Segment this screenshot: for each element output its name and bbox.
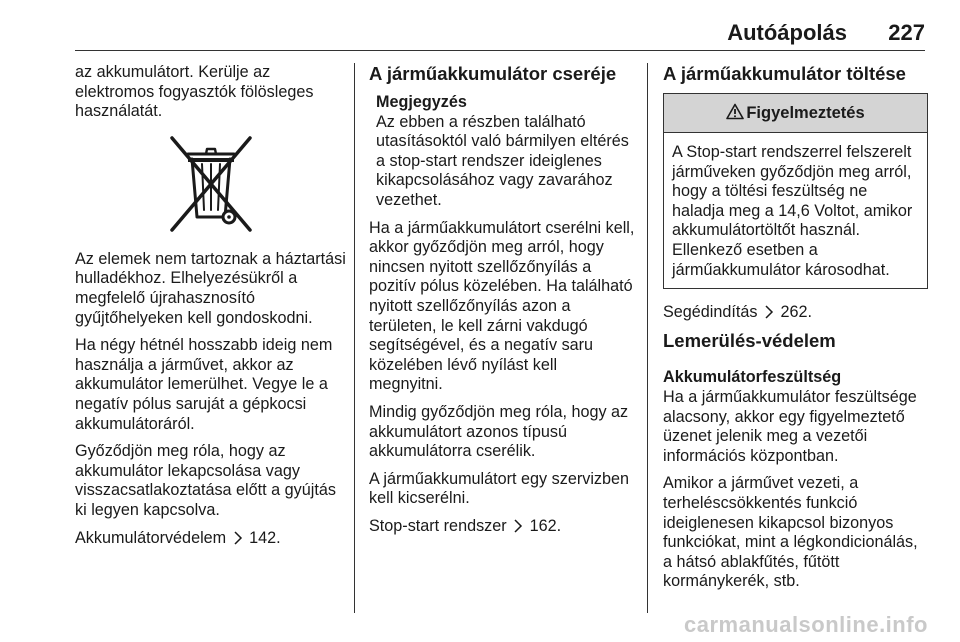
cross-reference-page: 262.	[780, 303, 813, 322]
page-header	[75, 0, 925, 51]
cross-reference[interactable]	[663, 303, 928, 323]
cross-reference-label: Akkumulátorvédelem	[75, 528, 227, 547]
warning-text: A Stop-start rendszerrel felszerelt járműveken győződjön meg arról, hogy a töltési feszültség ne haladja meg a 14,6 Voltot, amikor akkumulátortöltőt használ.	[672, 143, 913, 240]
paragraph: Ha a járműakkumulátort cserélni kell, akkor győződjön meg arról, hogy nincsen nyitott szellőzőnyílás a pozitív pólus közelében. Ha található nyitott szellőzőnyílás azon a területen, le kell zárni vakdugó segítségével, és a negatív saru közelében lévő nyílást kell megnyitni.	[369, 218, 635, 394]
watermark: carmanualsonline.info	[684, 612, 928, 637]
sub-heading: Akkumulátorfeszültség	[663, 368, 842, 387]
page-reference-icon	[513, 519, 523, 533]
note-title: Megjegyzés	[376, 93, 467, 111]
cross-reference-page: 162.	[529, 516, 562, 535]
header-title: Autóápolás	[727, 20, 847, 45]
note-text: Az ebben a részben található utasításoktól való bármilyen eltérés a stop-start rendszer ideiglenes kikapcsolásához vagy zavarához vezethet.	[376, 112, 629, 209]
paragraph: Győződjön meg róla, hogy az akkumulátor lekapcsolása vagy visszacsatlakoztatása előtt a gyújtás ki legyen kapcsolva.	[75, 442, 336, 519]
crossed-out-bin-icon	[166, 132, 256, 236]
paragraph: az akkumulátort. Kerülje az elektromos fogyasztók fölösleges használatát.	[75, 63, 314, 121]
warning-box	[663, 93, 928, 289]
paragraph: Ha a járműakkumulátor feszültsége alacsony, akkor egy figyelmeztető üzenet jelenik meg a vezetői információs központban.	[663, 387, 917, 465]
cross-reference-page: 142.	[249, 528, 281, 547]
cross-reference-label: Segédindítás	[663, 303, 758, 322]
paragraph: A járműakkumulátort egy szervizben kell kicserélni.	[369, 469, 630, 508]
cross-reference[interactable]	[75, 529, 347, 549]
column-3	[663, 63, 928, 600]
warning-text: Ellenkező esetben a járműakkumulátor károsodhat.	[672, 240, 890, 279]
section-heading: Lemerülés-védelem	[663, 329, 836, 351]
warning-triangle-icon	[726, 103, 744, 120]
column-divider	[647, 63, 648, 613]
column-1	[75, 63, 347, 556]
warning-body	[664, 133, 927, 288]
section-heading: A járműakkumulátor cseréje	[369, 63, 617, 84]
column-2	[369, 63, 635, 544]
paragraph: Amikor a járművet vezeti, a terheléscsökkentés funkció ideiglenesen kikapcsol bizonyos funkciókat, mint a légkondicionálás, a hátsó ablakfűtés, fűtött kormánykerék, stb.	[663, 474, 918, 591]
cross-reference-label: Stop-start rendszer	[369, 516, 507, 535]
warning-header	[664, 94, 927, 133]
note-block	[369, 93, 635, 211]
paragraph: Az elemek nem tartoznak a háztartási hulladékhoz. Elhelyezésükről a megfelelő újrahasznosító gyűjtőhelyeken kell gondoskodni.	[75, 249, 346, 327]
column-divider	[354, 63, 355, 613]
page-reference-icon	[764, 305, 774, 319]
paragraph: Ha négy hétnél hosszabb ideig nem használja a járművet, akkor az akkumulátor lemerülhet. Vegye le a negatív pólus saruját a gépkocsi akkumulátoráról.	[75, 336, 333, 433]
page-number: 227	[888, 20, 925, 45]
cross-reference[interactable]	[369, 517, 635, 537]
paragraph: Mindig győződjön meg róla, hogy az akkumulátort azonos típusú akkumulátorra cserélik.	[369, 402, 629, 461]
page-reference-icon	[233, 531, 243, 545]
warning-title: Figyelmeztetés	[746, 104, 865, 122]
section-heading: A járműakkumulátor töltése	[663, 63, 906, 84]
